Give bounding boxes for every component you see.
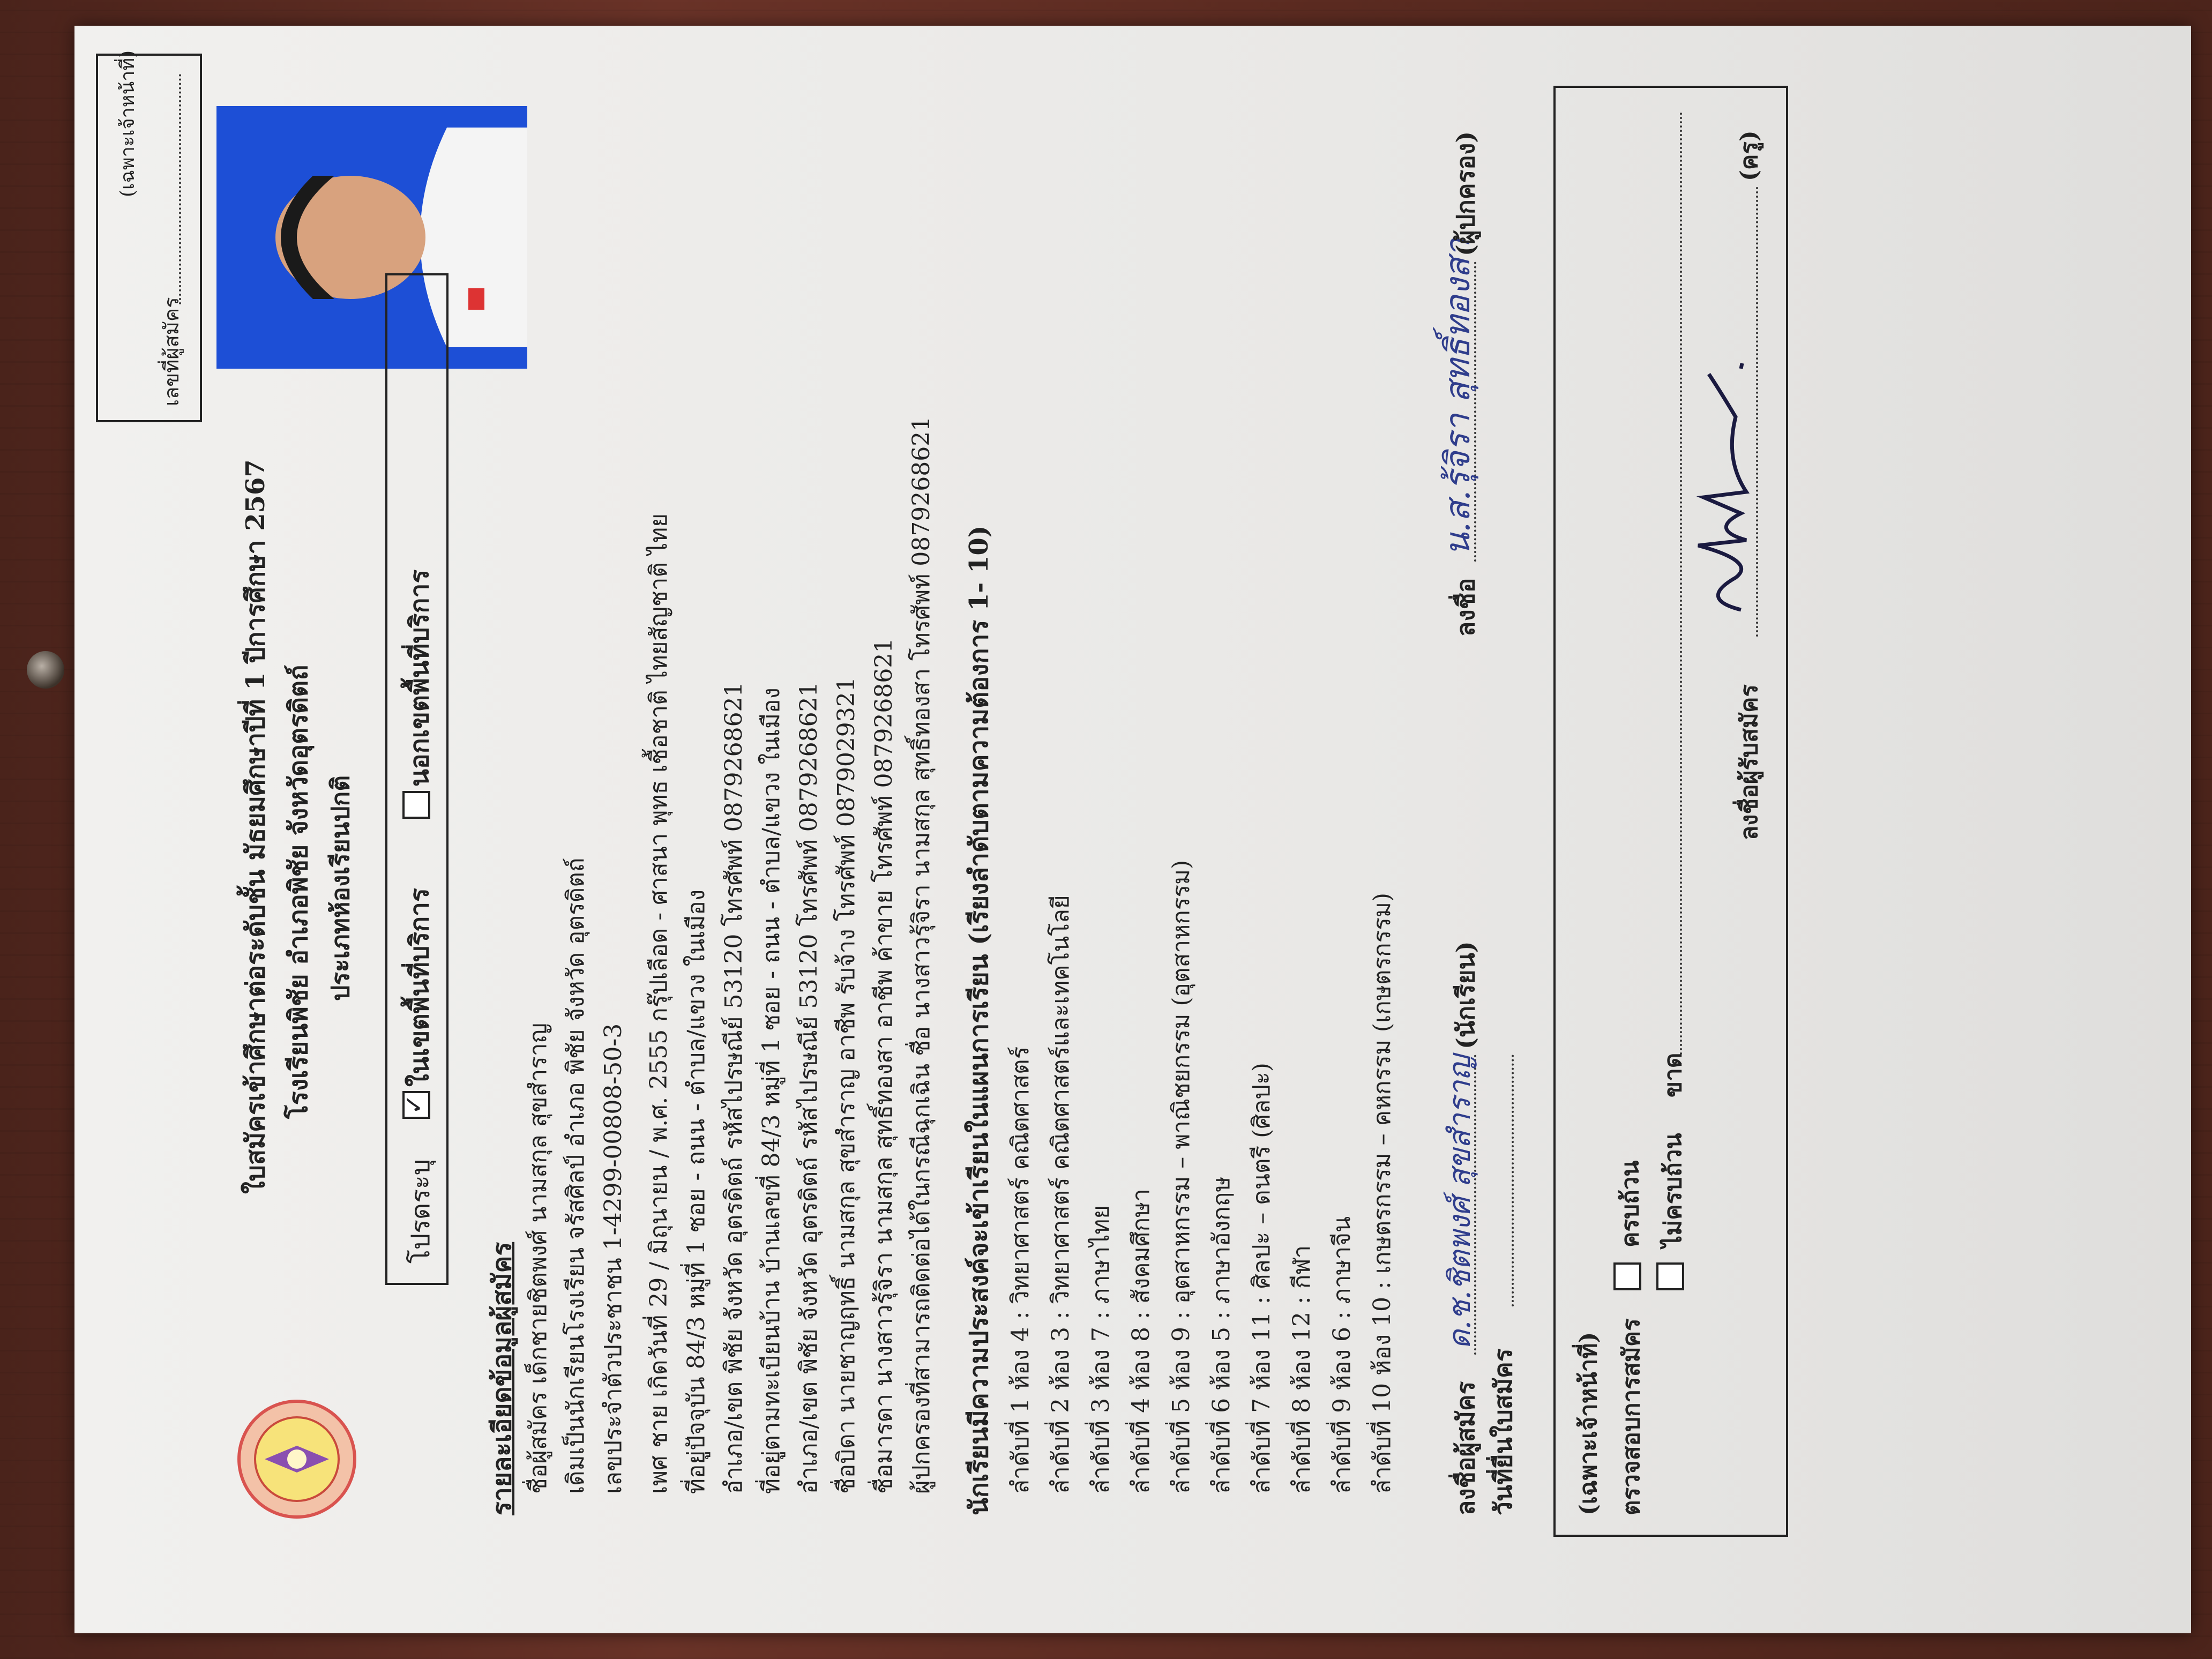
missing-label: ขาด: [1660, 1052, 1687, 1097]
application-form-sheet: [74, 26, 2191, 1633]
complete-checkbox[interactable]: [1613, 1262, 1641, 1290]
detail-personal: เพศ ชาย เกิดวันที่ 29 / มิถุนายน / พ.ศ. 2555 กรุ๊ปเลือด - ศาสนา พุทธ เชื้อชาติ ไทยสัญชาติ ไทย: [645, 513, 672, 1494]
receiver-signature-scribble: [1677, 320, 1762, 621]
applicant-sign-label: ลงชื่อผู้สมัคร: [1451, 1381, 1480, 1515]
plan-item: ลำดับที่ 5 ห้อง 9 : อุตสาหกรรม – พาณิชยกรรม (อุตสาหกรรม): [1168, 860, 1195, 1494]
plans-title: นักเรียนมีความประสงค์จะเข้าเรียนในแผนการเรียน (เรียงลำดับตามความต้องการ 1- 10): [964, 525, 994, 1515]
detail-mother: ชื่อมารดา นางสาวรุ้จิรา นามสกุล สุทธิ์ทองสา อาชีพ ค้าขาย โทรศัพท์ 0879268621: [870, 638, 898, 1494]
detail-father: ชื่อบิดา นายชาญฤทธิ์ นามสกุล สุขสำราญ อาชีพ รับจ้าง โทรศัพท์ 0879029321: [833, 677, 860, 1494]
detail-former-school: เดิมเป็นนักเรียนโรงเรียน จรัสศิลป์ อำเภอ พิชัย จังหวัด อุตรดิตถ์: [562, 857, 589, 1494]
plan-item: ลำดับที่ 6 ห้อง 5 : ภาษาอังกฤษ: [1208, 1176, 1235, 1494]
guardian-handwritten-name: น.ส.รุ้จิรา สุทธิ์ทองสา: [1438, 238, 1478, 556]
applicant-handwritten-name: ด.ช.ชิตพงศ์ สุขสำราญ: [1443, 1055, 1477, 1349]
submission-date-line: [1512, 1055, 1514, 1306]
incomplete-checkbox[interactable]: [1656, 1262, 1684, 1290]
teacher-role: (ครู): [1736, 130, 1763, 181]
detail-guardian: ผู้ปกครองที่สามารถติดต่อได้ในกรณีฉุกเฉิน ชื่อ นางสาวรุ้จิรา นามสกุล สุทธิ์ทองสา โทรศัพท์ 0879268621: [908, 416, 935, 1494]
incomplete-label: ไม่ครบถ้วน: [1660, 1133, 1687, 1247]
school-name: โรงเรียนพิชัย อำเภอพิชัย จังหวัดอุตรดิตถ์: [283, 664, 313, 1119]
plan-item: ลำดับที่ 9 ห้อง 6 : ภาษาจีน: [1328, 1216, 1356, 1494]
out-zone-checkbox[interactable]: [402, 791, 430, 819]
plan-item: ลำดับที่ 7 ห้อง 11 : ศิลปะ – ดนตรี (ศิลปะ): [1248, 1063, 1275, 1494]
classroom-type: ประเภทห้องเรียนปกติ: [326, 775, 355, 1001]
plan-item: ลำดับที่ 10 ห้อง 10 : เกษตรกรรม – คหกรรม (เกษตรกรรม): [1369, 892, 1396, 1494]
guardian-role: (ผู้ปกครอง): [1451, 131, 1480, 256]
detail-applicant-name: ชื่อผู้สมัคร เด็กชายชิตพงศ์ นามสกุล สุขสำราญ: [525, 1023, 552, 1494]
detail-citizen-id: เลขประจำตัวประชาชน 1-4299-00808-50-3: [600, 1023, 627, 1494]
plan-item: ลำดับที่ 1 ห้อง 4 : วิทยาศาสตร์ คณิตศาสตร์: [1007, 1046, 1034, 1494]
complete-label: ครบถ้วน: [1617, 1160, 1644, 1247]
in-zone-label: ในเขตพื้นที่บริการ: [405, 888, 435, 1087]
zone-prompt: โปรดระบุ: [406, 1159, 436, 1264]
receiver-sign-label: ลงชื่อผู้รับสมัคร: [1736, 684, 1763, 840]
student-portrait: [216, 106, 527, 369]
school-emblem-icon: [235, 1398, 358, 1521]
out-zone-label: นอกเขตพื้นที่บริการ: [405, 569, 435, 787]
form-title: ใบสมัครเข้าศึกษาต่อระดับชั้น มัธยมศึกษาปีที่ 1 ปีการศึกษา 2567: [241, 459, 271, 1194]
nail-head: [27, 651, 64, 689]
applicant-no-label: เลขที่ผู้สมัคร: [160, 297, 183, 406]
verification-label: ตรวจสอบการสมัคร: [1618, 1318, 1645, 1515]
applicant-photo: [216, 106, 527, 369]
plan-item: ลำดับที่ 8 ห้อง 12 : กีฬา: [1288, 1245, 1316, 1494]
detail-current-address: ที่อยู่ปัจจุบัน 84/3 หมู่ที่ 1 ซอย - ถนน - ตำบล/แขวง ในเมือง: [683, 889, 710, 1494]
detail-current-district: อำเภอ/เขต พิชัย จังหวัด อุตรดิตถ์ รหัสไปรษณีย์ 53120 โทรศัพท์ 0879268621: [720, 682, 748, 1494]
plan-item: ลำดับที่ 3 ห้อง 7 : ภาษาไทย: [1087, 1205, 1115, 1494]
applicant-no-line: [179, 74, 181, 304]
staff-box-title: (เฉพาะเจ้าหน้าที่): [1575, 1332, 1602, 1515]
detail-registered-address: ที่อยู่ตามทะเบียนบ้าน บ้านเลขที่ 84/3 หมู่ที่ 1 ซอย - ถนน - ตำบล/แขวง ในเมือง: [758, 687, 785, 1494]
submission-date-label: วันที่ยื่นใบสมัคร: [1489, 1348, 1518, 1515]
applicant-role: (นักเรียน): [1451, 941, 1480, 1049]
details-section-title: รายละเอียดข้อมูลผู้สมัคร: [487, 1242, 517, 1515]
detail-registered-district: อำเภอ/เขต พิชัย จังหวัด อุตรดิตถ์ รหัสไปรษณีย์ 53120 โทรศัพท์ 0879268621: [795, 682, 823, 1494]
guardian-sign-label: ลงชื่อ: [1451, 578, 1480, 637]
plan-item: ลำดับที่ 2 ห้อง 3 : วิทยาศาสตร์ คณิตศาสตร์และเทคโนโลยี: [1047, 895, 1074, 1494]
staff-only-corner-label: (เฉพาะเจ้าหน้าที่): [117, 50, 139, 197]
in-zone-checkbox[interactable]: [402, 1091, 430, 1119]
plan-item: ลำดับที่ 4 ห้อง 8 : สังคมศึกษา: [1127, 1189, 1155, 1494]
